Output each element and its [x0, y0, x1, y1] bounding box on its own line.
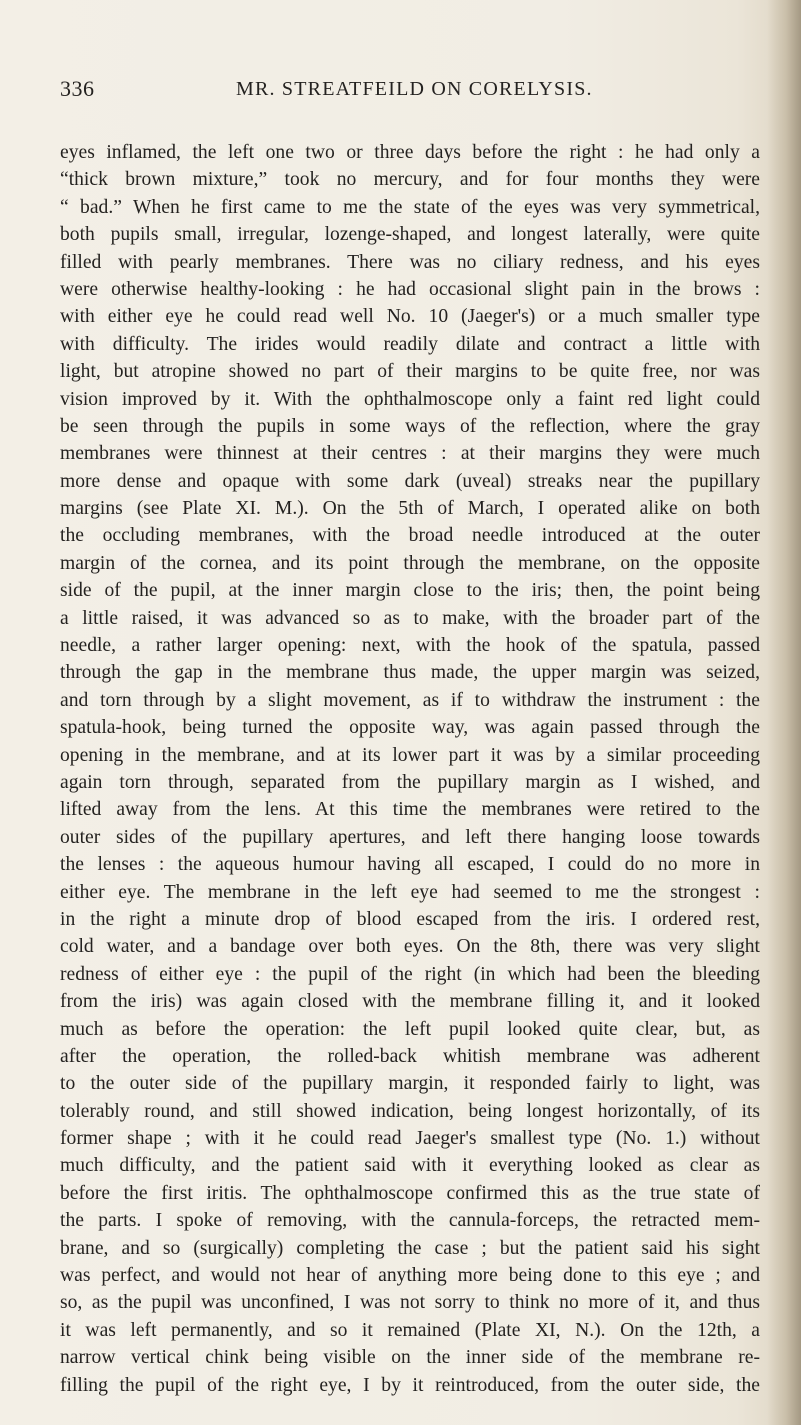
text-line: filling the pupil of the right eye, I by it reintroduced, from the outer side, the	[60, 1374, 760, 1396]
text-line: tolerably round, and still showed indication, being longest horizontally, of its	[60, 1100, 760, 1122]
text-line: a little raised, it was advanced so as to make, with the broader part of the	[60, 607, 760, 629]
text-line: more dense and opaque with some dark (uveal) streaks near the pupillary	[60, 470, 760, 492]
text-line: light, but atropine showed no part of their margins to be quite free, nor was	[60, 361, 760, 383]
text-line: and torn through by a slight movement, as if to withdraw the instrument : the	[60, 689, 760, 711]
text-line: much as before the operation: the left pupil looked quite clear, but, as	[60, 1018, 760, 1040]
text-line: cold water, and a bandage over both eyes. On the 8th, there was very slight	[60, 936, 760, 958]
page-header	[60, 76, 760, 110]
text-line: former shape ; with it he could read Jaeger's smallest type (No. 1.) without	[60, 1128, 760, 1150]
text-line: it was left permanently, and so it remained (Plate XI, N.). On the 12th, a	[60, 1319, 760, 1341]
text-line: again torn through, separated from the pupillary margin as I wished, and	[60, 771, 760, 793]
text-line: so, as the pupil was unconfined, I was not sorry to think no more of it, and thus	[60, 1292, 760, 1314]
text-line: filled with pearly membranes. There was no ciliary redness, and his eyes	[60, 251, 760, 273]
text-line: both pupils small, irregular, lozenge-shaped, and longest laterally, were quite	[60, 224, 760, 246]
text-line: lifted away from the lens. At this time the membranes were retired to the	[60, 799, 760, 821]
text-line: opening in the membrane, and at its lower part it was by a similar proceeding	[60, 744, 760, 766]
text-line: was perfect, and would not hear of anything more being done to this eye ; and	[60, 1265, 760, 1287]
page-edge-shadow	[767, 0, 801, 1425]
text-line: eyes inflamed, the left one two or three days before the right : he had only a	[60, 142, 760, 163]
text-line: in the right a minute drop of blood escaped from the iris. I ordered rest,	[60, 908, 760, 930]
text-line: be seen through the pupils in some ways of the reflection, where the gray	[60, 415, 760, 437]
text-line: with difficulty. The irides would readily dilate and contract a little with	[60, 333, 760, 355]
text-line: brane, and so (surgically) completing the case ; but the patient said his sight	[60, 1237, 760, 1259]
text-line: vision improved by it. With the ophthalmoscope only a faint red light could	[60, 388, 760, 410]
text-line: outer sides of the pupillary apertures, and left there hanging loose towards	[60, 826, 760, 848]
text-line: redness of either eye : the pupil of the right (in which had been the bleeding	[60, 963, 760, 985]
text-line: to the outer side of the pupillary margin, it responded fairly to light, was	[60, 1073, 760, 1095]
text-line: membranes were thinnest at their centres : at their margins they were much	[60, 443, 760, 465]
text-line: through the gap in the membrane thus made, the upper margin was seized,	[60, 662, 760, 684]
text-line: “ bad.” When he first came to me the state of the eyes was very symmetrical,	[60, 196, 760, 218]
page-number: 336	[60, 76, 95, 101]
text-line: the parts. I spoke of removing, with the cannula-forceps, the retracted mem-	[60, 1210, 760, 1232]
text-line: before the first iritis. The ophthalmoscope confirmed this as the true state of	[60, 1182, 760, 1204]
body-text	[60, 139, 760, 1399]
text-line: either eye. The membrane in the left eye had seemed to me the strongest :	[60, 881, 760, 903]
text-line: narrow vertical chink being visible on the inner side of the membrane re-	[60, 1347, 760, 1369]
text-line: spatula-hook, being turned the opposite way, was again passed through the	[60, 717, 760, 739]
text-line: “thick brown mixture,” took no mercury, and for four months they were	[60, 169, 760, 191]
text-line: after the operation, the rolled-back whitish membrane was adherent	[60, 1045, 760, 1067]
text-line: were otherwise healthy-looking : he had occasional slight pain in the brows :	[60, 278, 760, 300]
text-line: with either eye he could read well No. 10 (Jaeger's) or a much smaller type	[60, 306, 760, 328]
text-line: the lenses : the aqueous humour having all escaped, I could do no more in	[60, 854, 760, 876]
text-line: margins (see Plate XI. M.). On the 5th of March, I operated alike on both	[60, 498, 760, 520]
text-line: side of the pupil, at the inner margin close to the iris; then, the point being	[60, 580, 760, 602]
text-line: margin of the cornea, and its point through the membrane, on the opposite	[60, 552, 760, 574]
running-head: MR. STREATFEILD ON CORELYSIS.	[236, 78, 593, 100]
text-line: much difficulty, and the patient said with it everything looked as clear as	[60, 1155, 760, 1177]
text-line: needle, a rather larger opening: next, with the hook of the spatula, passed	[60, 635, 760, 657]
text-line: the occluding membranes, with the broad needle introduced at the outer	[60, 525, 760, 547]
text-line: from the iris) was again closed with the membrane filling it, and it looked	[60, 991, 760, 1013]
